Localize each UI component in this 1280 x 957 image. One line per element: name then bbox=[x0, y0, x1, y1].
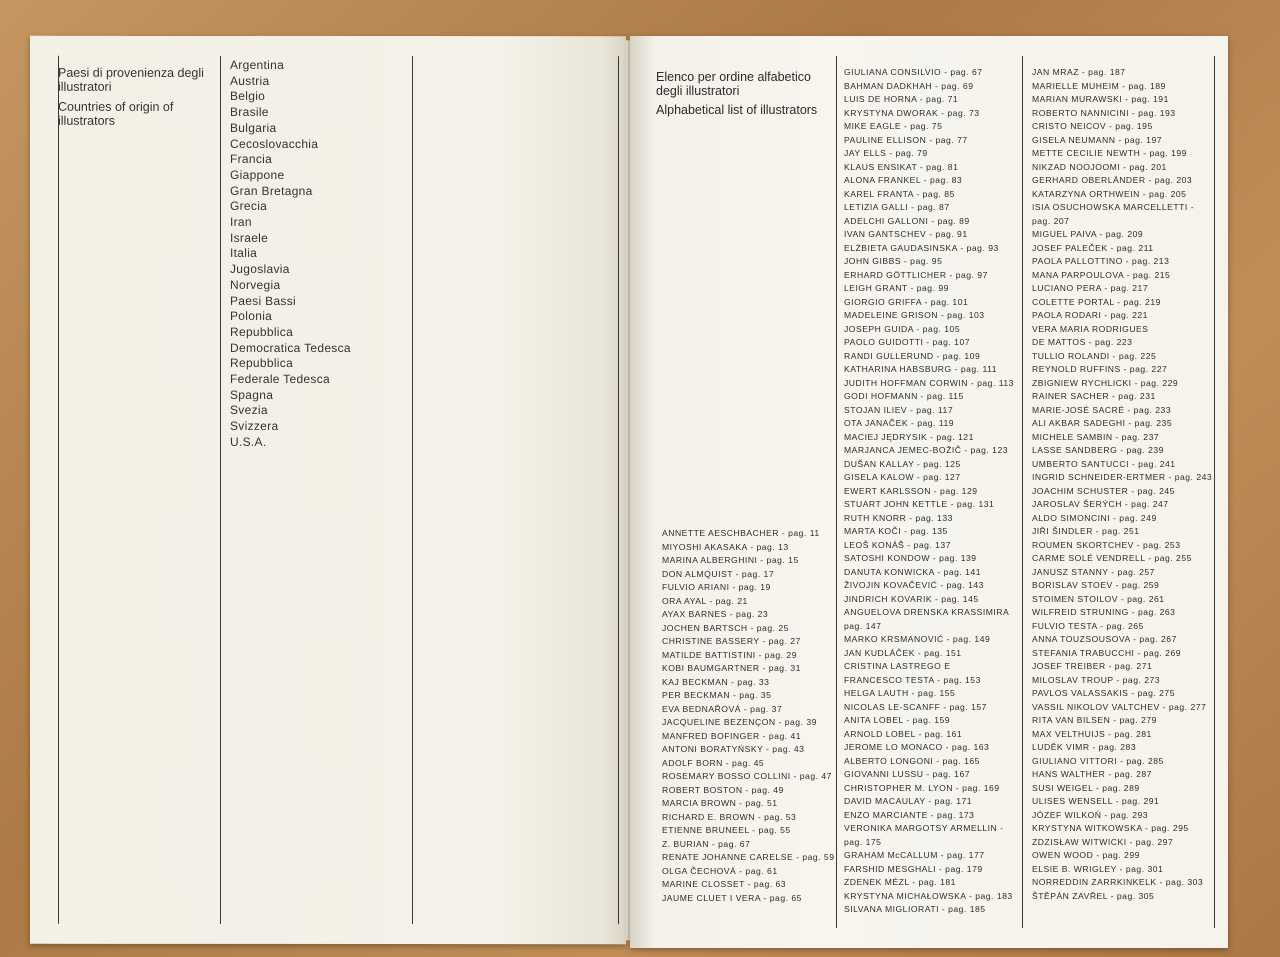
illustrator-entry: CARME SOLÉ VENDRELL - pag. 255 bbox=[1032, 553, 1192, 563]
heading-italian: Elenco per ordine alfabetico degli illustratori bbox=[656, 70, 811, 98]
illustrator-entry: SILVANA MIGLIORATI - pag. 185 bbox=[844, 904, 986, 914]
country-item: Democratica Tedesca bbox=[230, 340, 351, 355]
illustrators-column-2 bbox=[844, 66, 1014, 917]
country-item: Belgio bbox=[230, 89, 266, 104]
countries-list bbox=[230, 58, 351, 451]
country-item: Israele bbox=[230, 230, 269, 245]
illustrator-entry: ALONA FRANKEL - pag. 83 bbox=[844, 175, 963, 185]
illustrator-entry: MARINA ALBERGHINI - pag. 15 bbox=[662, 555, 799, 565]
illustrator-entry: ANTONI BORATYŃSKY - pag. 43 bbox=[662, 744, 805, 754]
countries-heading bbox=[58, 66, 228, 134]
country-item: Austria bbox=[230, 73, 270, 88]
illustrator-entry: EVA BEDNAŘOVÁ - pag. 37 bbox=[662, 703, 783, 714]
illustrator-entry: pag. 207 bbox=[1032, 215, 1070, 226]
illustrator-entry: PAULINE ELLISON - pag. 77 bbox=[844, 134, 968, 145]
illustrator-entry: GERHARD OBERLÄNDER - pag. 203 bbox=[1032, 175, 1193, 185]
illustrator-entry: KRYSTYNA DWORAK - pag. 73 bbox=[844, 107, 980, 118]
illustrators-heading bbox=[656, 70, 836, 122]
illustrator-entry: OTA JANAČEK - pag. 119 bbox=[844, 418, 955, 428]
illustrator-entry: JOSEPH GUIDA - pag. 105 bbox=[844, 323, 961, 334]
illustrator-entry: MANFRED BOFINGER - pag. 41 bbox=[662, 730, 802, 741]
illustrator-entry: GIULIANO VITTORI - pag. 285 bbox=[1032, 755, 1164, 766]
illustrator-entry: EWERT KARLSSON - pag. 129 bbox=[844, 485, 978, 496]
illustrator-entry: INGRID SCHNEIDER-ERTMER - pag. 243 bbox=[1032, 472, 1213, 482]
illustrator-entry: ARNOLD LOBEL - pag. 161 bbox=[844, 728, 963, 739]
country-item: Iran bbox=[230, 214, 252, 229]
illustrator-entry: JANUSZ STANNY - pag. 257 bbox=[1032, 566, 1155, 577]
illustrator-entry: LEOŠ KONÁŠ - pag. 137 bbox=[844, 539, 951, 550]
illustrator-entry: JOACHIM SCHUSTER - pag. 245 bbox=[1032, 485, 1175, 496]
illustrator-entry: KRYSTYNA MICHAŁOWSKA - pag. 183 bbox=[844, 890, 1013, 901]
illustrator-entry: DAVID MACAULAY - pag. 171 bbox=[844, 796, 973, 806]
illustrator-entry: OWEN WOOD - pag. 299 bbox=[1032, 850, 1140, 860]
illustrator-entry: ETIENNE BRUNEEL - pag. 55 bbox=[662, 825, 791, 835]
country-item: Federale Tedesca bbox=[230, 371, 330, 387]
illustrator-entry: ANITA LOBEL - pag. 159 bbox=[844, 715, 951, 725]
country-item: Svezia bbox=[230, 403, 268, 418]
illustrator-entry: RITA VAN BILSEN - pag. 279 bbox=[1032, 715, 1157, 725]
illustrator-entry: MARINE CLOSSET - pag. 63 bbox=[662, 879, 787, 889]
illustrator-entry: MARJANCA JEMEC-BOŽIČ - pag. 123 bbox=[844, 445, 1009, 455]
illustrator-entry: REYNOLD RUFFINS - pag. 227 bbox=[1032, 364, 1168, 374]
illustrator-entry: JOSEF PALEČEK - pag. 211 bbox=[1032, 242, 1154, 253]
column-rule bbox=[1214, 56, 1215, 928]
country-item: Repubblica bbox=[230, 356, 294, 371]
illustrator-entry: RAINER SACHER - pag. 231 bbox=[1032, 391, 1156, 401]
illustrator-entry: COLETTE PORTAL - pag. 219 bbox=[1032, 296, 1161, 307]
illustrator-entry: MARKO KRSMANOVIĆ - pag. 149 bbox=[844, 634, 991, 644]
illustrator-entry: FULVIO TESTA - pag. 265 bbox=[1032, 620, 1144, 631]
illustrator-entry: MACIEJ JĘDRYSIK - pag. 121 bbox=[844, 431, 974, 442]
illustrator-entry: MIGUEL PAIVA - pag. 209 bbox=[1032, 229, 1144, 239]
illustrator-entry: ADELCHI GALLONI - pag. 89 bbox=[844, 215, 970, 226]
illustrator-entry: JAUME CLUET I VERA - pag. 65 bbox=[662, 892, 802, 903]
illustrator-entry: GIOVANNI LUSSU - pag. 167 bbox=[844, 769, 971, 779]
illustrator-entry: ROSEMARY BOSSO COLLINI - pag. 47 bbox=[662, 771, 832, 781]
illustrator-entry: PAOLO GUIDOTTI - pag. 107 bbox=[844, 337, 971, 347]
illustrator-entry: NIKZAD NOOJOOMI - pag. 201 bbox=[1032, 161, 1167, 172]
illustrator-entry: STOIMEN STOILOV - pag. 261 bbox=[1032, 593, 1165, 604]
illustrator-entry: MATILDE BATTISTINI - pag. 29 bbox=[662, 649, 797, 660]
illustrator-entry: STOJAN ILIEV - pag. 117 bbox=[844, 404, 954, 415]
country-item: Brasile bbox=[230, 105, 269, 120]
illustrator-entry: Z. BURIAN - pag. 67 bbox=[662, 838, 751, 849]
heading-english: Alphabetical list of illustrators bbox=[656, 103, 818, 117]
illustrator-entry: MARCIA BROWN - pag. 51 bbox=[662, 798, 778, 808]
illustrator-entry: MARTA KOČI - pag. 135 bbox=[844, 526, 948, 536]
illustrator-entry: MAX VELTHUIJS - pag. 281 bbox=[1032, 728, 1152, 739]
illustrator-entry: LEIGH GRANT - pag. 99 bbox=[844, 283, 949, 293]
country-item: Grecia bbox=[230, 199, 268, 214]
illustrator-entry: DANUTA KONWICKA - pag. 141 bbox=[844, 566, 982, 577]
illustrator-entry: KRYSTYNA WITKOWSKA - pag. 295 bbox=[1032, 823, 1189, 833]
illustrator-entry: ADOLF BORN - pag. 45 bbox=[662, 757, 765, 768]
illustrator-entry: GISELA KALOW - pag. 127 bbox=[844, 472, 961, 482]
illustrator-entry: ORA AYAL - pag. 21 bbox=[662, 595, 748, 606]
illustrator-entry: pag. 147 bbox=[844, 620, 882, 631]
illustrator-entry: KAREL FRANTA - pag. 85 bbox=[844, 188, 955, 199]
illustrator-entry: VERA MARIA RODRIGUES bbox=[1032, 323, 1149, 334]
country-item: Giappone bbox=[230, 167, 285, 182]
illustrator-entry: IVAN GANTSCHEV - pag. 91 bbox=[844, 229, 968, 239]
illustrator-entry: KATHARINA HABSBURG - pag. 111 bbox=[844, 364, 998, 374]
heading-english: Countries of origin of illustrators bbox=[58, 99, 174, 128]
illustrator-entry: VASSIL NIKOLOV VALTCHEV - pag. 277 bbox=[1032, 701, 1207, 712]
country-item: Svizzera bbox=[230, 419, 279, 434]
illustrator-entry: FARSHID MESGHALI - pag. 179 bbox=[844, 863, 983, 874]
illustrator-entry: SUSI WEIGEL - pag. 289 bbox=[1032, 782, 1140, 793]
illustrator-entry: JUDITH HOFFMAN CORWIN - pag. 113 bbox=[844, 377, 1014, 388]
illustrator-entry: LUIS DE HORNA - pag. 71 bbox=[844, 94, 959, 104]
illustrator-entry: ZBIGNIEW RYCHLICKI - pag. 229 bbox=[1032, 377, 1179, 388]
illustrator-entry: STEFANIA TRABUCCHI - pag. 269 bbox=[1032, 647, 1182, 658]
illustrator-entry: OLGA ČECHOVÁ - pag. 61 bbox=[662, 865, 778, 876]
illustrator-entry: PAOLA RODARI - pag. 221 bbox=[1032, 310, 1148, 320]
illustrator-entry: GIORGIO GRIFFA - pag. 101 bbox=[844, 296, 969, 307]
country-item: Paesi Bassi bbox=[230, 293, 296, 308]
illustrator-entry: METTE CECILIE NEWTH - pag. 199 bbox=[1032, 148, 1187, 158]
illustrators-column-1 bbox=[662, 527, 835, 905]
illustrator-entry: DON ALMQUIST - pag. 17 bbox=[662, 568, 775, 579]
illustrator-entry: BORISLAV STOEV - pag. 259 bbox=[1032, 580, 1160, 590]
illustrator-entry: ALBERTO LONGONI - pag. 165 bbox=[844, 755, 980, 766]
illustrator-entry: KAJ BECKMAN - pag. 33 bbox=[662, 676, 770, 687]
country-item: Repubblica bbox=[230, 324, 294, 339]
illustrator-entry: ELSIE B. WRIGLEY - pag. 301 bbox=[1032, 863, 1164, 874]
illustrator-entry: RENATE JOHANNE CARELSE - pag. 59 bbox=[662, 852, 835, 862]
illustrators-column-3 bbox=[1032, 66, 1212, 903]
illustrator-entry: ANNA TOUZSOUSOVA - pag. 267 bbox=[1032, 634, 1177, 644]
column-rule bbox=[58, 56, 59, 924]
illustrator-entry: VERONIKA MARGOTSY ARMELLIN - bbox=[844, 823, 1004, 833]
country-item: Italia bbox=[230, 246, 258, 261]
illustrator-entry: JOHN GIBBS - pag. 95 bbox=[844, 256, 943, 266]
country-item: Argentina bbox=[230, 57, 285, 72]
illustrator-entry: MARIAN MURAWSKI - pag. 191 bbox=[1032, 94, 1169, 104]
illustrator-entry: MADELEINE GRISON - pag. 103 bbox=[844, 310, 985, 320]
illustrator-entry: MARIE-JOSÉ SACRÉ - pag. 233 bbox=[1032, 404, 1172, 415]
illustrator-entry: JIŘI ŠINDLER - pag. 251 bbox=[1032, 526, 1140, 536]
illustrator-entry: KATARZYNA ORTHWEIN - pag. 205 bbox=[1032, 188, 1187, 199]
illustrator-entry: ROBERTO NANNICINI - pag. 193 bbox=[1032, 107, 1176, 118]
country-item: Gran Bretagna bbox=[230, 183, 313, 198]
illustrator-entry: CHRISTINE BASSERY - pag. 27 bbox=[662, 636, 801, 646]
illustrator-entry: KOBI BAUMGARTNER - pag. 31 bbox=[662, 663, 801, 673]
illustrator-entry: JÓZEF WILKOŃ - pag. 293 bbox=[1032, 809, 1149, 820]
illustrator-entry: RUTH KNORR - pag. 133 bbox=[844, 512, 953, 523]
illustrator-entry: JEROME LO MONACO - pag. 163 bbox=[844, 742, 990, 752]
column-rule bbox=[836, 56, 837, 928]
illustrator-entry: ENZO MARCIANTE - pag. 173 bbox=[844, 809, 975, 820]
illustrator-entry: JOSEF TREIBER - pag. 271 bbox=[1032, 661, 1153, 671]
column-rule bbox=[412, 56, 413, 924]
illustrator-entry: JAN KUDLÁČEK - pag. 151 bbox=[844, 647, 962, 658]
illustrator-entry: ISIA OSUCHOWSKA MARCELLETTI - bbox=[1032, 202, 1195, 212]
illustrator-entry: ZDENEK MÉZL - pag. 181 bbox=[844, 877, 956, 887]
illustrator-entry: NICOLAS LE-SCANFF - pag. 157 bbox=[844, 701, 987, 712]
illustrator-entry: DUŠAN KALLAY - pag. 125 bbox=[844, 458, 961, 469]
illustrator-entry: CRISTO NEICOV - pag. 195 bbox=[1032, 121, 1153, 131]
illustrator-entry: PAVLOS VALASSAKIS - pag. 275 bbox=[1032, 688, 1175, 698]
illustrator-entry: BAHMAN DADKHAH - pag. 69 bbox=[844, 80, 974, 91]
illustrator-entry: FRANCESCO TESTA - pag. 153 bbox=[844, 674, 981, 685]
illustrator-entry: ZDZISŁAW WITWICKI - pag. 297 bbox=[1032, 836, 1174, 847]
illustrator-entry: JAY ELLS - pag. 79 bbox=[844, 148, 928, 158]
illustrator-entry: ALI AKBAR SADEGHI - pag. 235 bbox=[1032, 418, 1173, 428]
illustrator-entry: ELŻBIETA GAUDASINSKA - pag. 93 bbox=[844, 242, 999, 253]
illustrator-entry: NORREDDIN ZARRKINKELK - pag. 303 bbox=[1032, 877, 1204, 887]
country-item: Cecoslovacchia bbox=[230, 136, 319, 151]
illustrator-entry: GISELA NEUMANN - pag. 197 bbox=[1032, 134, 1162, 145]
illustrator-entry: ŠTĚPÁN ZAVŘEL - pag. 305 bbox=[1032, 890, 1155, 901]
illustrator-entry: PAOLA PALLOTTINO - pag. 213 bbox=[1032, 256, 1170, 266]
illustrator-entry: pag. 175 bbox=[844, 836, 882, 847]
illustrator-entry: HANS WALTHER - pag. 287 bbox=[1032, 769, 1152, 779]
illustrator-entry: STUART JOHN KETTLE - pag. 131 bbox=[844, 499, 995, 509]
illustrator-entry: ANGUELOVA DRENSKA KRASSIMIRA bbox=[844, 607, 1010, 617]
illustrator-entry: MANA PARPOULOVA - pag. 215 bbox=[1032, 269, 1171, 280]
column-rule bbox=[220, 56, 221, 924]
illustrator-entry: ULISES WENSELL - pag. 291 bbox=[1032, 796, 1160, 806]
illustrator-entry: LETIZIA GALLI - pag. 87 bbox=[844, 202, 950, 212]
country-item: Spagna bbox=[230, 387, 274, 402]
illustrator-entry: WILFREID STRUNING - pag. 263 bbox=[1032, 607, 1176, 617]
illustrator-entry: FULVIO ARIANI - pag. 19 bbox=[662, 582, 771, 592]
illustrator-entry: UMBERTO SANTUCCI - pag. 241 bbox=[1032, 458, 1176, 469]
illustrator-entry: JAN MRAZ - pag. 187 bbox=[1032, 67, 1126, 77]
right-page bbox=[630, 36, 1228, 948]
illustrator-entry: MICHELE SAMBIN - pag. 237 bbox=[1032, 431, 1160, 442]
illustrator-entry: ERHARD GÖTTLICHER - pag. 97 bbox=[844, 269, 988, 280]
country-item: Jugoslavia bbox=[230, 262, 290, 277]
illustrator-entry: MIYOSHI AKASAKA - pag. 13 bbox=[662, 541, 789, 552]
illustrator-entry: ANNETTE AESCHBACHER - pag. 11 bbox=[662, 528, 820, 538]
illustrator-entry: MILOSLAV TROUP - pag. 273 bbox=[1032, 674, 1161, 685]
country-item: Bulgaria bbox=[230, 120, 277, 135]
illustrator-entry: MIKE EAGLE - pag. 75 bbox=[844, 121, 943, 131]
illustrator-entry: ROBERT BOSTON - pag. 49 bbox=[662, 784, 784, 795]
illustrator-entry: CRISTINA LASTREGO E bbox=[844, 661, 951, 671]
illustrator-entry: ALDO SIMONCINI - pag. 249 bbox=[1032, 512, 1157, 523]
illustrator-entry: TULLIO ROLANDI - pag. 225 bbox=[1032, 350, 1157, 361]
illustrator-entry: KLAUS ENSIKAT - pag. 81 bbox=[844, 161, 959, 172]
heading-italian: Paesi di provenienza degli illustratori bbox=[58, 65, 204, 94]
illustrator-entry: LUCIANO PERA - pag. 217 bbox=[1032, 283, 1149, 293]
illustrator-entry: GRAHAM McCALLUM - pag. 177 bbox=[844, 850, 985, 860]
illustrator-entry: RANDI GULLERUND - pag. 109 bbox=[844, 350, 981, 361]
illustrator-entry: SATOSHI KONDOW - pag. 139 bbox=[844, 553, 977, 563]
illustrator-entry: ŽIVOJIN KOVAČEVIĆ - pag. 143 bbox=[844, 580, 984, 590]
illustrator-entry: CHRISTOPHER M. LYON - pag. 169 bbox=[844, 782, 1000, 793]
illustrator-entry: LUDĚK VIMR - pag. 283 bbox=[1032, 742, 1137, 752]
column-rule bbox=[618, 56, 619, 924]
illustrator-entry: JAROSLAV ŠERÝCH - pag. 247 bbox=[1032, 499, 1169, 509]
left-page bbox=[30, 36, 626, 945]
column-rule bbox=[1022, 56, 1023, 928]
country-item: Norvegia bbox=[230, 277, 281, 292]
illustrator-entry: JOCHEN BARTSCH - pag. 25 bbox=[662, 622, 789, 633]
illustrator-entry: LASSE SANDBERG - pag. 239 bbox=[1032, 445, 1164, 455]
country-item: U.S.A. bbox=[230, 434, 267, 449]
illustrator-entry: MARIELLE MUHEIM - pag. 189 bbox=[1032, 80, 1166, 91]
illustrator-entry: AYAX BARNES - pag. 23 bbox=[662, 609, 769, 619]
country-item: Polonia bbox=[230, 309, 273, 324]
illustrator-entry: RICHARD E. BROWN - pag. 53 bbox=[662, 811, 797, 822]
illustrator-entry: ROUMEN SKORTCHEV - pag. 253 bbox=[1032, 539, 1181, 550]
illustrator-entry: PER BECKMAN - pag. 35 bbox=[662, 690, 772, 700]
illustrator-entry: HELGA LAUTH - pag. 155 bbox=[844, 688, 956, 698]
illustrator-entry: DE MATTOS - pag. 223 bbox=[1032, 337, 1133, 347]
illustrator-entry: GODI HOFMANN - pag. 115 bbox=[844, 391, 964, 401]
illustrator-entry: JINDRICH KOVARIK - pag. 145 bbox=[844, 593, 979, 604]
illustrator-entry: JACQUELINE BEZENÇON - pag. 39 bbox=[662, 717, 817, 727]
country-item: Francia bbox=[230, 152, 273, 167]
illustrator-entry: GIULIANA CONSILVIO - pag. 67 bbox=[844, 67, 983, 77]
